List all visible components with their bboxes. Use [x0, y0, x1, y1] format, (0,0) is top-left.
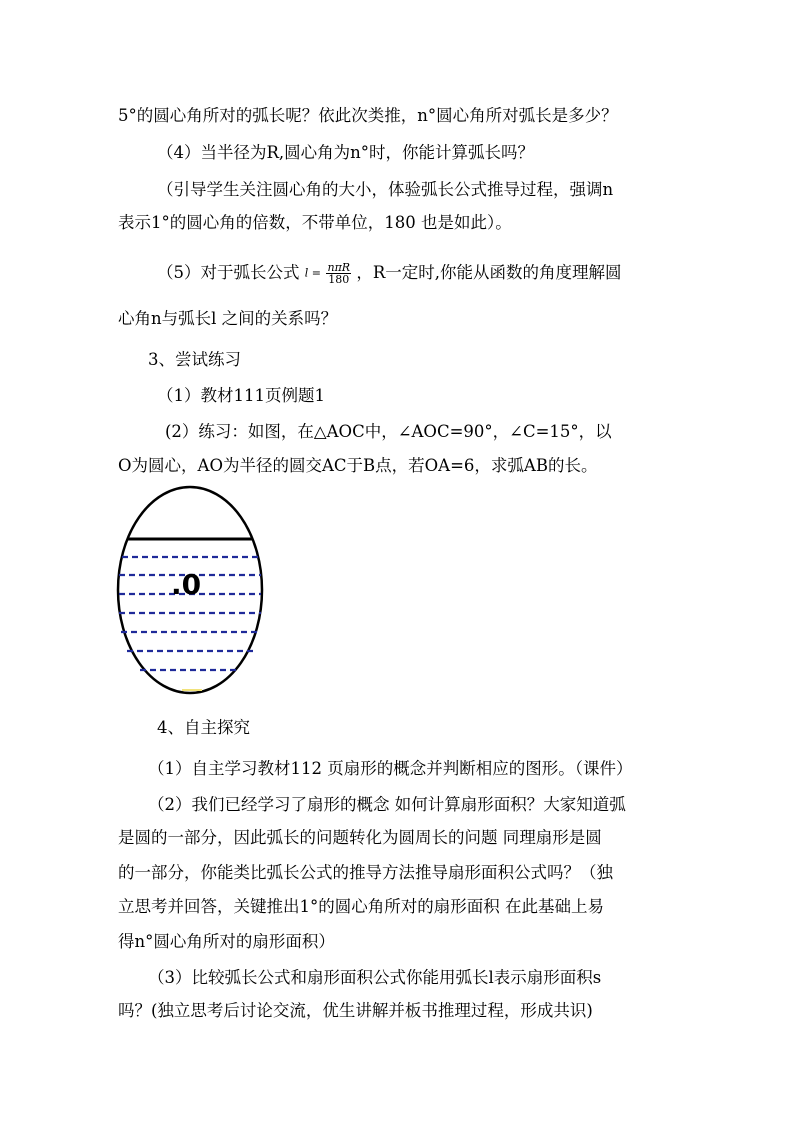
text-line-19: 吗？(独立思考后讨论交流，优生讲解并板书推理过程，形成共识): [118, 1001, 593, 1020]
text-line-15: 的一部分，你能类比弧长公式的推导方法推导扇形面积公式吗？（独: [118, 863, 613, 882]
text-line-18: （3）比较弧长公式和扇形面积公式你能用弧长l表示扇形面积s: [148, 968, 602, 987]
text-line-3: （引导学生关注圆心角的大小，体验弧长公式推导过程，强调n: [157, 180, 614, 199]
center-label-o: .0: [170, 568, 202, 601]
text-line-14: 是圆的一部分，因此弧长的问题转化为圆周长的问题 同理扇形是圆: [118, 828, 602, 847]
circle-figure: [116, 484, 266, 696]
section-heading-3: 3、尝试练习: [148, 350, 241, 369]
text-line-5: [157, 262, 622, 285]
text-line-5-prefix: （5）对于弧长公式: [157, 263, 300, 282]
text-line-4: 表示1°的圆心角的倍数，不带单位，180 也是如此）。: [118, 213, 512, 232]
text-line-1: 5°的圆心角所对的弧长呢？依此次类推，n°圆心角所对弧长是多少？: [118, 106, 618, 125]
section-heading-4: 4、自主探究: [157, 718, 250, 737]
text-line-2: （4）当半径为R,圆心角为n°时，你能计算弧长吗？: [157, 143, 535, 162]
text-line-5-suffix: ，R一定时,你能从函数的角度理解圆: [356, 263, 622, 282]
text-line-6: 心角n与弧长l 之间的关系吗？: [118, 309, 338, 328]
text-line-9: (2）练习：如图，在△AOC中，∠AOC=90°，∠C=15°，以: [165, 422, 612, 441]
text-line-17: 得n°圆心角所对的扇形面积）: [118, 932, 335, 951]
formula-numerator: nπR: [327, 261, 351, 274]
text-line-16: 立思考并回答，关键推出1°的圆心角所对的扇形面积 在此基础上易: [118, 897, 604, 916]
text-line-13: （2）我们已经学习了扇形的概念 如何计算扇形面积？大家知道弧: [148, 795, 626, 814]
text-line-8: （1）教材111页例题1: [157, 386, 325, 405]
formula-fraction: [326, 262, 351, 285]
formula-denominator: 180: [328, 273, 350, 286]
text-line-12: （1）自主学习教材112 页扇形的概念并判断相应的图形。（课件）: [148, 759, 633, 778]
arc-length-formula: [305, 262, 351, 285]
text-line-10: O为圆心，AO为半径的圆交AC于B点，若OA=6，求弧AB的长。: [118, 456, 598, 475]
formula-lhs: l =: [304, 266, 321, 280]
